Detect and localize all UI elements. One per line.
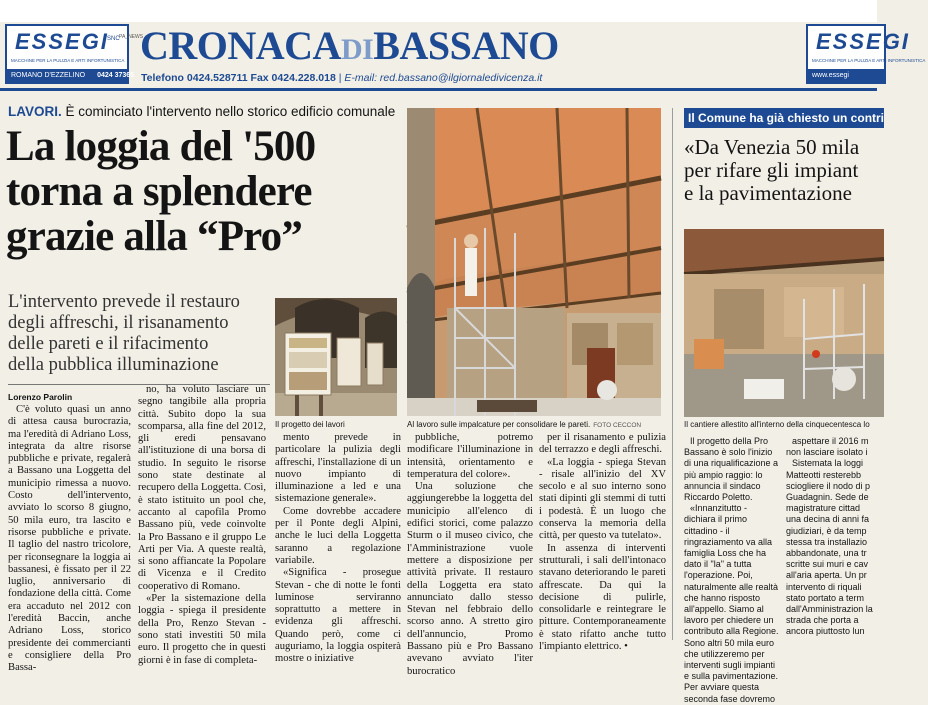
paragraph: Il progetto della Pro Bassano è solo l'inizio di una riqualificazione a più ampio raggio: lo annuncia il sindaco Riccardo Poletto. [684, 436, 779, 503]
ad-web: www.essegi [808, 69, 884, 82]
side-article-column-1 [684, 436, 780, 704]
top-border [0, 0, 877, 22]
project-boards-illustration [275, 298, 397, 416]
paragraph: Sistemata la loggi Matteotti resterebb sciogliere il nodo di p Guadagnin. Sede de magistrature cittad una decina di anni fa giudiziari, è da temp stessa tra installazio abbandonate, una tr scritte sui muri e cav all'aria aperta. Un pr intervento di riquali stato portato a term dall'Amministrazion la strada che porta a ancora piuttosto lun [786, 458, 873, 637]
paragraph: per il risanamento e pulizia del terrazzo e degli affreschi. [539, 432, 666, 456]
worksite-photo [684, 229, 884, 417]
kicker-label: LAVORI. [8, 104, 62, 119]
paragraph: «Innanzitutto - dichiara il primo cittadino - il ringraziamento va alla famiglia Loss che ha dato il "la" a tutta l'operazione. Poi, naturalmente alle realtà che hanno risposto all'appello. Siamo al lavoro per chiedere un contributo alla Regione. Sono altri 50 mila euro che utilizzeremo per interventi sugli impianti e sulla pavimentazione. Per avviare questa seconda fase dovremo [684, 503, 779, 704]
paragraph: mento prevede in particolare la pulizia degli affreschi, l'installazione di un nuovo impianto di illuminazione a led e una sistemazione generale». [275, 432, 401, 505]
subhead-line: delle pareti e il rifacimento [8, 334, 209, 354]
paragraph: «Significa - prosegue Stevan - che di notte le fonti luminose serviranno soprattutto a mettere in evidenza gli affreschi. Quando però, come ci auguriamo, la loggia ospiterà mostre o iniziative [275, 567, 401, 665]
article-column-3 [275, 432, 401, 665]
side-headline-line: «Da Venezia 50 mila [684, 135, 860, 159]
byline: Lorenzo Parolin [8, 392, 73, 402]
ad-brand-suffix: SNC [107, 36, 120, 42]
ad-town: ROMANO D'EZZELINO [11, 72, 86, 79]
article-column-5 [539, 432, 666, 653]
subhead-line: della pubblica illuminazione [8, 355, 219, 375]
paragraph: aspettare il 2016 m non lasciare isolato i [786, 436, 869, 458]
essegi-ad-right[interactable] [806, 24, 926, 84]
side-article-banner: Il Comune ha già chiesto un contri [684, 108, 884, 128]
headline-line: torna a splendere [6, 168, 312, 215]
worksite-photo-caption: Il cantiere allestito all'interno della cinquecentesca lo [684, 420, 870, 429]
kicker-text: È cominciato l'intervento nello storico edificio comunale [65, 104, 396, 119]
ad-phone: 0424 37365 [97, 72, 135, 79]
scaffolding-photo [407, 108, 661, 416]
headline-line: grazie alla “Pro” [6, 213, 303, 260]
side-article-column-2 [786, 436, 877, 640]
paragraph: In assenza di interventi strutturali, i sali dell'intonaco stavano deteriorando le pareti affrescate. Da qui la decisione di pulirle, consolidarle e reintegrare le pitture. Contemporaneamente è stato rifatto anche tutto l'impianto elettrico. • [539, 542, 666, 653]
worksite-illustration [684, 229, 884, 417]
article-column-2 [138, 384, 266, 666]
section-title-di: DI [340, 33, 374, 66]
paragraph: Una soluzione che aggiungerebbe la loggetta del municipio all'elenco di edifici storici, come palazzo Sturm o il museo civico, che l'Amministrazione vuole mettere a disposizione per attività private. Il restauro della Loggetta era stato annunciato dallo stesso Stevan nel febbraio dello scorso anno. A stretto giro dell'annuncio, Promo Bassano più e Pro Bassano avevano avviato l'iter burocratico [407, 481, 533, 677]
project-photo-caption: Il progetto dei lavori [275, 420, 345, 429]
paragraph: «Per la sistemazione della loggia - spiega il presidente della Pro, Renzo Stevan - sono stati investiti 50 mila euro. Il progetto che in questi giorni è in fase di completa- [138, 593, 266, 666]
caption-text: Al lavoro sulle impalcature per consolidare le pareti. [407, 420, 591, 429]
contact-line: Telefono 0424.528711 Fax 0424.228.018 | E-mail: red.bassano@ilgiornaledivicenza.it [141, 72, 543, 84]
section-title-b: BASSANO [373, 23, 559, 68]
phone-fax: Telefono 0424.528711 Fax 0424.228.018 [141, 72, 336, 84]
article-subhead [8, 292, 270, 376]
section-title-a: CRONACA [140, 23, 341, 68]
subhead-line: L'intervento prevede il restauro [8, 292, 240, 312]
side-article-headline [684, 136, 884, 205]
paragraph: no, ha voluto lasciare un segno tangibile alla propria città. Subito dopo la sua scomparsa, alla fine del 2012, gli eredi pensavano all'istituzione di una borsa di studio. In seguito le risorse sono state destinate al recupero della Loggetta. Così, è stato istituito un pool che, accanto al capofila Promo Bassano più, vede coinvolte la Pro Bassano e il gruppo Le Arti per Via. A queste realtà, si sono affiancate la Popolare di Vicenza e il Credito cooperativo di Romano. [138, 384, 266, 592]
ad-brand: ESSEGI [816, 29, 910, 54]
paragraph: «La loggia - spiega Stevan - risale all'inizio del XV secolo e al suo interno sono stati dipinti gli stemmi di tutti i podestà. È un luogo che conserva la memoria della città, per questo va tutelato». [539, 456, 666, 542]
edition-code: PA_NEWS [119, 34, 144, 40]
paragraph: Come dovrebbe accadere per il Ponte degli Alpini, anche le luci della Loggetta saranno a regolazione variabile. [275, 505, 401, 566]
side-headline-line: per rifare gli impiant [684, 158, 859, 182]
article-column-4 [407, 432, 533, 677]
ad-tagline: MACCHINE PER LA PULIZIA E ARTI INFORTUNISTICA [11, 58, 125, 63]
email-address: E-mail: red.bassano@ilgiornaledivicenza.it [344, 72, 543, 84]
headline-line: La loggia del '500 [6, 123, 316, 170]
masthead-rule [0, 88, 877, 91]
paragraph: pubbliche, potremo modificare l'illuminazione in intensità, orientamento e temperatura del colore». [407, 432, 533, 480]
paragraph: C'è voluto quasi un anno di attesa causa burocrazia, ma l'eredità di Adriano Loss, integrata da altre risorse pubbliche e private, regalerà a Bassano una Loggetta del municipio rimessa a nuovo. Costo dell'intervento, avviato lo scorso 8 giugno, 50 mila euro, tra lascito e risorse pubbliche e private. Il taglio del nastro tricolore, per riconsegnare la loggia ai bassanesi, è fissato per il 22 luglio, anniversario di fondazione della città. Come era accaduto nel 2012 con l'eredità Baccin, anche Adriano Loss, storico presidente dei commercianti e consigliere della Pro Bassa- [8, 404, 131, 674]
scaffolding-photo-caption [407, 420, 667, 429]
section-title [140, 22, 559, 69]
project-photo [275, 298, 397, 416]
essegi-ad-left[interactable] [5, 24, 144, 84]
subhead-line: degli affreschi, il risanamento [8, 313, 229, 333]
article-kicker [8, 104, 395, 119]
side-headline-line: e la pavimentazione [684, 181, 852, 205]
column-divider [672, 108, 673, 640]
ad-brand: ESSEGI [15, 29, 109, 54]
ad-tagline: MACCHINE PER LA PULIZIA E ARTI INFORTUNISTICA [812, 58, 926, 63]
ad-footer [7, 69, 135, 82]
article-headline [6, 124, 406, 259]
article-column-1 [8, 404, 131, 674]
loggia-ceiling-illustration [407, 108, 661, 416]
photo-credit: FOTO CECCON [593, 422, 642, 429]
